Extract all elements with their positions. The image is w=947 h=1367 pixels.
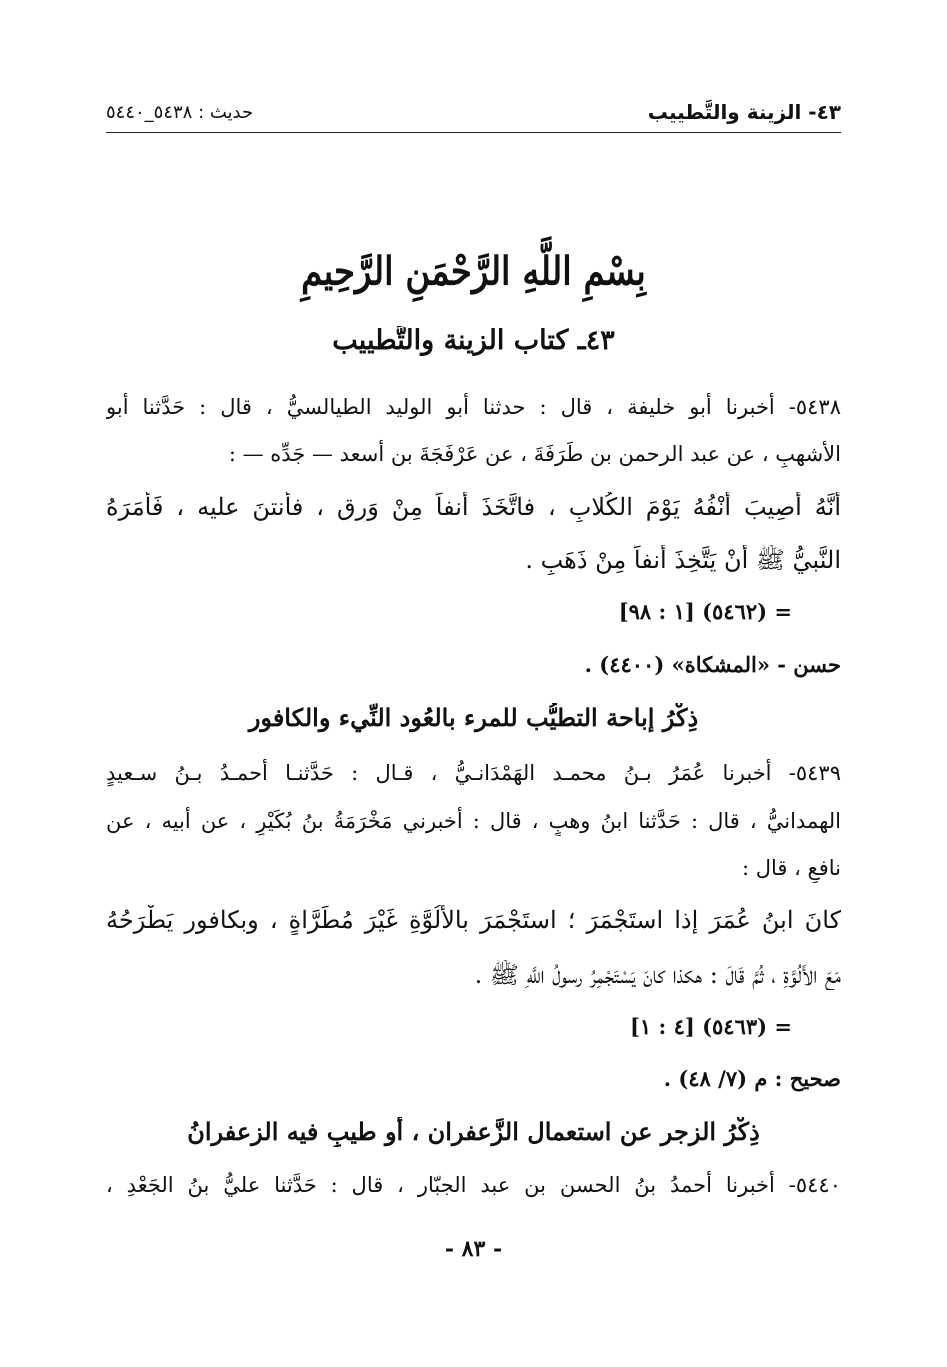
hadith-5439-isnad-line-3: نافعٍ ، قال : [741, 856, 841, 880]
hadith-5438-grade: حسن - «المشكاة» (٤٤٠٠) . [584, 652, 841, 677]
chapter-title: ٤٣- الزينة والتَّطييب [647, 100, 841, 124]
hadith-5439-isnad-line-1: ٥٤٣٩- أخبرنا عُمَرُ بـنُ محمـد الهَمْدَانـيُّ ، قـال : حَدَّثنـا أحمـدُ بـنُ سـعيدٍ [106, 761, 841, 785]
basmala-calligraphy: بِسْمِ اللَّهِ الرَّحْمَنِ الرَّحِيمِ [301, 249, 646, 295]
hadith-5439-matn-line-1: كانَ ابنُ عُمَرَ إذا استَجْمَرَ ؛ استَجْمَرَ بالأَلُوَّةِ غَيْرَ مُطَرَّاةٍ ، وبكافور يَطْرَحُهُ [106, 906, 841, 934]
section-heading-5440: ذِكْرُ الزجر عن استعمال الزَّعفران ، أو طيبٍ فيه الزعفرانُ [187, 1117, 760, 1146]
book-title: ٤٣ـ كتاب الزينة والتَّطييب [332, 326, 615, 356]
hadith-5439-reference: = (٥٤٦٣) [٤ : ١] [629, 1014, 792, 1039]
hadith-5439-matn-line-2: مَعَ الأَلُوَّةِ ، ثُمَّ قَالَ : هكذا كانَ يَسْتَجْمِرُ رسولُ اللَّهِ ﷺ . [474, 961, 841, 989]
hadith-5439-isnad-line-2: الهمدانيُّ ، قال : حَدَّثنا ابنُ وهبٍ ، قال : أخبرني مَخْرَمَةُ بنُ بُكَيْرٍ ، عن أبيه ، عن [106, 809, 841, 833]
hadith-5438-matn-line-2: النَّبيُّ ﷺ أنْ يَتَّخِذَ أنفاً مِنْ ذَهَبٍ . [525, 546, 841, 574]
hadith-5440-isnad-line-1: ٥٤٤٠- أخبرنا أحمدُ بنُ الحسن بن عبد الجبّار ، قال : حَدَّثنا عليُّ بنُ الجَعْدِ ، [106, 1173, 841, 1197]
page-number: - ٨٣ - [444, 1236, 503, 1262]
hadith-5439-grade: صحيح : م (٧/ ٤٨) . [663, 1066, 841, 1091]
section-heading-5439: ذِكْرُ إباحة التطيُّب للمرء بالعُود النِّيء والكافور [248, 703, 699, 732]
hadith-5438-isnad-line-2: الأشهبِ ، عن عبد الرحمن بن طَرَفَةَ ، عن عَرْفَجَةَ بن أسعد — جَدِّه — : [228, 442, 841, 466]
running-header [106, 92, 841, 133]
hadith-5438-reference: = (٥٤٦٢) [١ : ٩٨] [618, 599, 792, 624]
hadith-5438-matn-line-1: أنَّهُ أُصِيبَ أَنْفُهُ يَوْمَ الكُلابِ ، فاتَّخَذَ أنفاً مِنْ وَرِقٍ ، فأنتنَ عليه ، فَأَمَرَهُ [106, 493, 841, 521]
hadith-range: حديث : ٥٤٣٨_٥٤٤٠ [106, 101, 254, 123]
hadith-5438-isnad-line-1: ٥٤٣٨- أخبرنا أبو خليفة ، قال : حدثنا أبو الوليد الطيالسيُّ ، قال : حَدَّثنا أبو [106, 395, 841, 419]
